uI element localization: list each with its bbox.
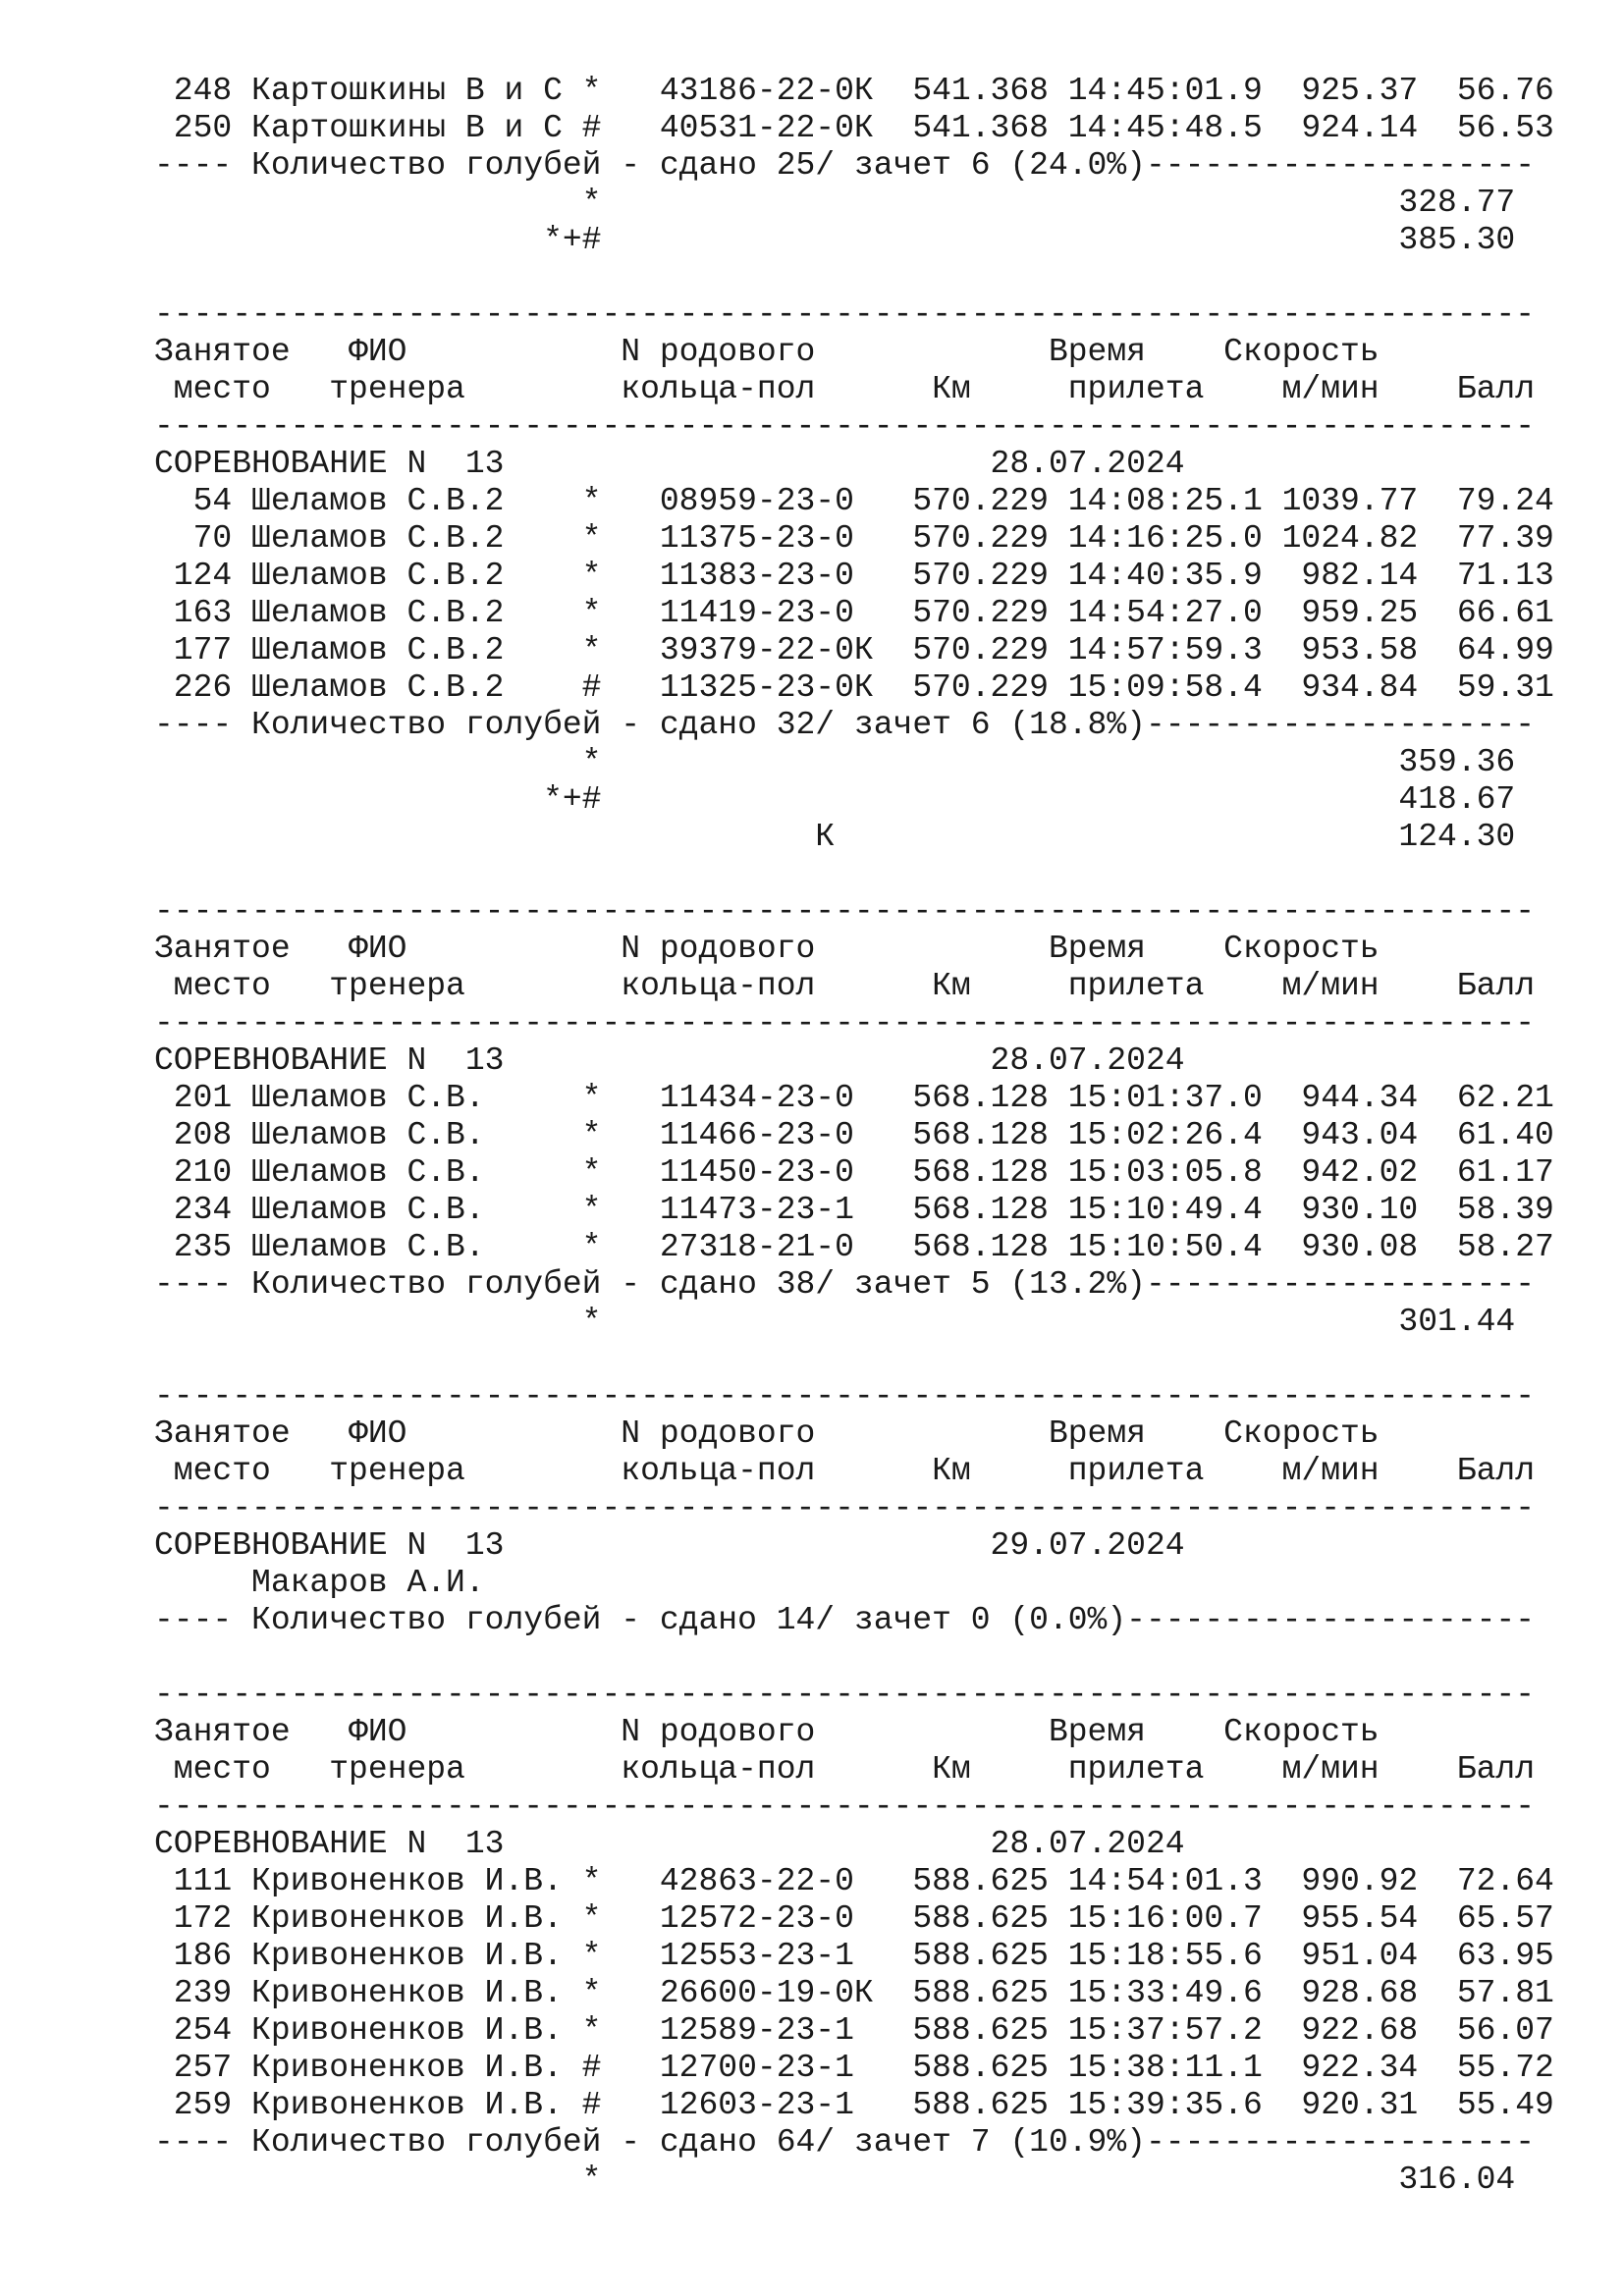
report-line: ---- Количество голубей - сдано 32/ зачет 6 (18.8%)-------------------- [154, 707, 1536, 743]
report-line: 111 Кривоненков И.В. * 42863-22-0 588.625 14:54:01.3 990.92 72.64 [154, 1863, 1554, 1899]
report-line: 226 Шеламов С.В.2 # 11325-23-0К 570.229 15:09:58.4 934.84 59.31 [154, 669, 1554, 706]
report-line: ---- Количество голубей - сдано 25/ зачет 6 (24.0%)-------------------- [154, 147, 1536, 184]
report-line: ----------------------------------------------------------------------- [154, 1789, 1536, 1825]
report-line: место тренера кольца-пол Км прилета м/мин Балл [154, 1453, 1536, 1489]
report-line: 235 Шеламов С.В. * 27318-21-0 568.128 15:10:50.4 930.08 58.27 [154, 1229, 1554, 1265]
report-section [154, 893, 1588, 1341]
report-line: * 316.04 [154, 2162, 1516, 2198]
report-line: Занятое ФИО N родового Время Скорость [154, 1415, 1380, 1452]
report-line: СОРЕВНОВАНИЕ N 13 28.07.2024 [154, 1826, 1185, 1862]
report-line: место тренера кольца-пол Км прилета м/мин Балл [154, 371, 1536, 407]
report-section [154, 1677, 1588, 2199]
report-line: 250 Картошкины В и С # 40531-22-0К 541.368 14:45:48.5 924.14 56.53 [154, 110, 1554, 146]
report-line: *+# 418.67 [154, 781, 1516, 818]
report-line: * 359.36 [154, 744, 1516, 780]
report-line: ----------------------------------------------------------------------- [154, 893, 1536, 930]
report-line: 248 Картошкины В и С * 43186-22-0К 541.368 14:45:01.9 925.37 56.76 [154, 73, 1554, 109]
report-line: Занятое ФИО N родового Время Скорость [154, 931, 1380, 967]
results-printout [154, 73, 1588, 2199]
report-line: СОРЕВНОВАНИЕ N 13 28.07.2024 [154, 446, 1185, 482]
section-gap [154, 1341, 1588, 1378]
report-section [154, 1378, 1588, 1639]
report-line: ---- Количество голубей - сдано 14/ зачет 0 (0.0%)--------------------- [154, 1602, 1536, 1638]
report-line: 54 Шеламов С.В.2 * 08959-23-0 570.229 14:08:25.1 1039.77 79.24 [154, 483, 1554, 519]
report-line: 172 Кривоненков И.В. * 12572-23-0 588.625 15:16:00.7 955.54 65.57 [154, 1900, 1554, 1937]
report-line: ----------------------------------------------------------------------- [154, 1005, 1536, 1041]
report-section [154, 296, 1588, 856]
report-line: Занятое ФИО N родового Время Скорость [154, 334, 1380, 370]
report-section [154, 73, 1588, 259]
report-line: 254 Кривоненков И.В. * 12589-23-1 588.625 15:37:57.2 922.68 56.07 [154, 2012, 1554, 2049]
section-gap [154, 1639, 1588, 1677]
report-line: место тренера кольца-пол Км прилета м/мин Балл [154, 968, 1536, 1004]
report-line: 177 Шеламов С.В.2 * 39379-22-0К 570.229 14:57:59.3 953.58 64.99 [154, 632, 1554, 668]
section-gap [154, 856, 1588, 893]
report-line: СОРЕВНОВАНИЕ N 13 28.07.2024 [154, 1042, 1185, 1079]
report-line: 163 Шеламов С.В.2 * 11419-23-0 570.229 14:54:27.0 959.25 66.61 [154, 595, 1554, 631]
report-line: ---- Количество голубей - сдано 64/ зачет 7 (10.9%)-------------------- [154, 2124, 1536, 2161]
report-line: * 301.44 [154, 1304, 1516, 1340]
report-line: 124 Шеламов С.В.2 * 11383-23-0 570.229 14:40:35.9 982.14 71.13 [154, 558, 1554, 594]
report-line: 186 Кривоненков И.В. * 12553-23-1 588.625 15:18:55.6 951.04 63.95 [154, 1938, 1554, 1974]
report-line: 234 Шеламов С.В. * 11473-23-1 568.128 15:10:49.4 930.10 58.39 [154, 1192, 1554, 1228]
report-line: *+# 385.30 [154, 222, 1516, 258]
report-line: ---- Количество голубей - сдано 38/ зачет 5 (13.2%)-------------------- [154, 1266, 1536, 1303]
report-line: Макаров А.И. [154, 1565, 485, 1601]
report-line: ----------------------------------------------------------------------- [154, 1490, 1536, 1526]
report-line: * 328.77 [154, 185, 1516, 221]
report-line: СОРЕВНОВАНИЕ N 13 29.07.2024 [154, 1527, 1185, 1564]
report-line: К 124.30 [154, 819, 1516, 855]
report-line: 259 Кривоненков И.В. # 12603-23-1 588.625 15:39:35.6 920.31 55.49 [154, 2087, 1554, 2123]
report-line: 201 Шеламов С.В. * 11434-23-0 568.128 15:01:37.0 944.34 62.21 [154, 1080, 1554, 1116]
report-line: ----------------------------------------------------------------------- [154, 1677, 1536, 1713]
report-line: ----------------------------------------------------------------------- [154, 408, 1536, 445]
report-line: 70 Шеламов С.В.2 * 11375-23-0 570.229 14:16:25.0 1024.82 77.39 [154, 520, 1554, 557]
report-line: 239 Кривоненков И.В. * 26600-19-0К 588.625 15:33:49.6 928.68 57.81 [154, 1975, 1554, 2011]
report-line: ----------------------------------------------------------------------- [154, 296, 1536, 333]
report-line: ----------------------------------------------------------------------- [154, 1378, 1536, 1415]
report-line: 257 Кривоненков И.В. # 12700-23-1 588.625 15:38:11.1 922.34 55.72 [154, 2050, 1554, 2086]
report-line: 210 Шеламов С.В. * 11450-23-0 568.128 15:03:05.8 942.02 61.17 [154, 1154, 1554, 1191]
section-gap [154, 259, 1588, 296]
report-line: место тренера кольца-пол Км прилета м/мин Балл [154, 1751, 1536, 1788]
report-line: Занятое ФИО N родового Время Скорость [154, 1714, 1380, 1750]
report-line: 208 Шеламов С.В. * 11466-23-0 568.128 15:02:26.4 943.04 61.40 [154, 1117, 1554, 1153]
